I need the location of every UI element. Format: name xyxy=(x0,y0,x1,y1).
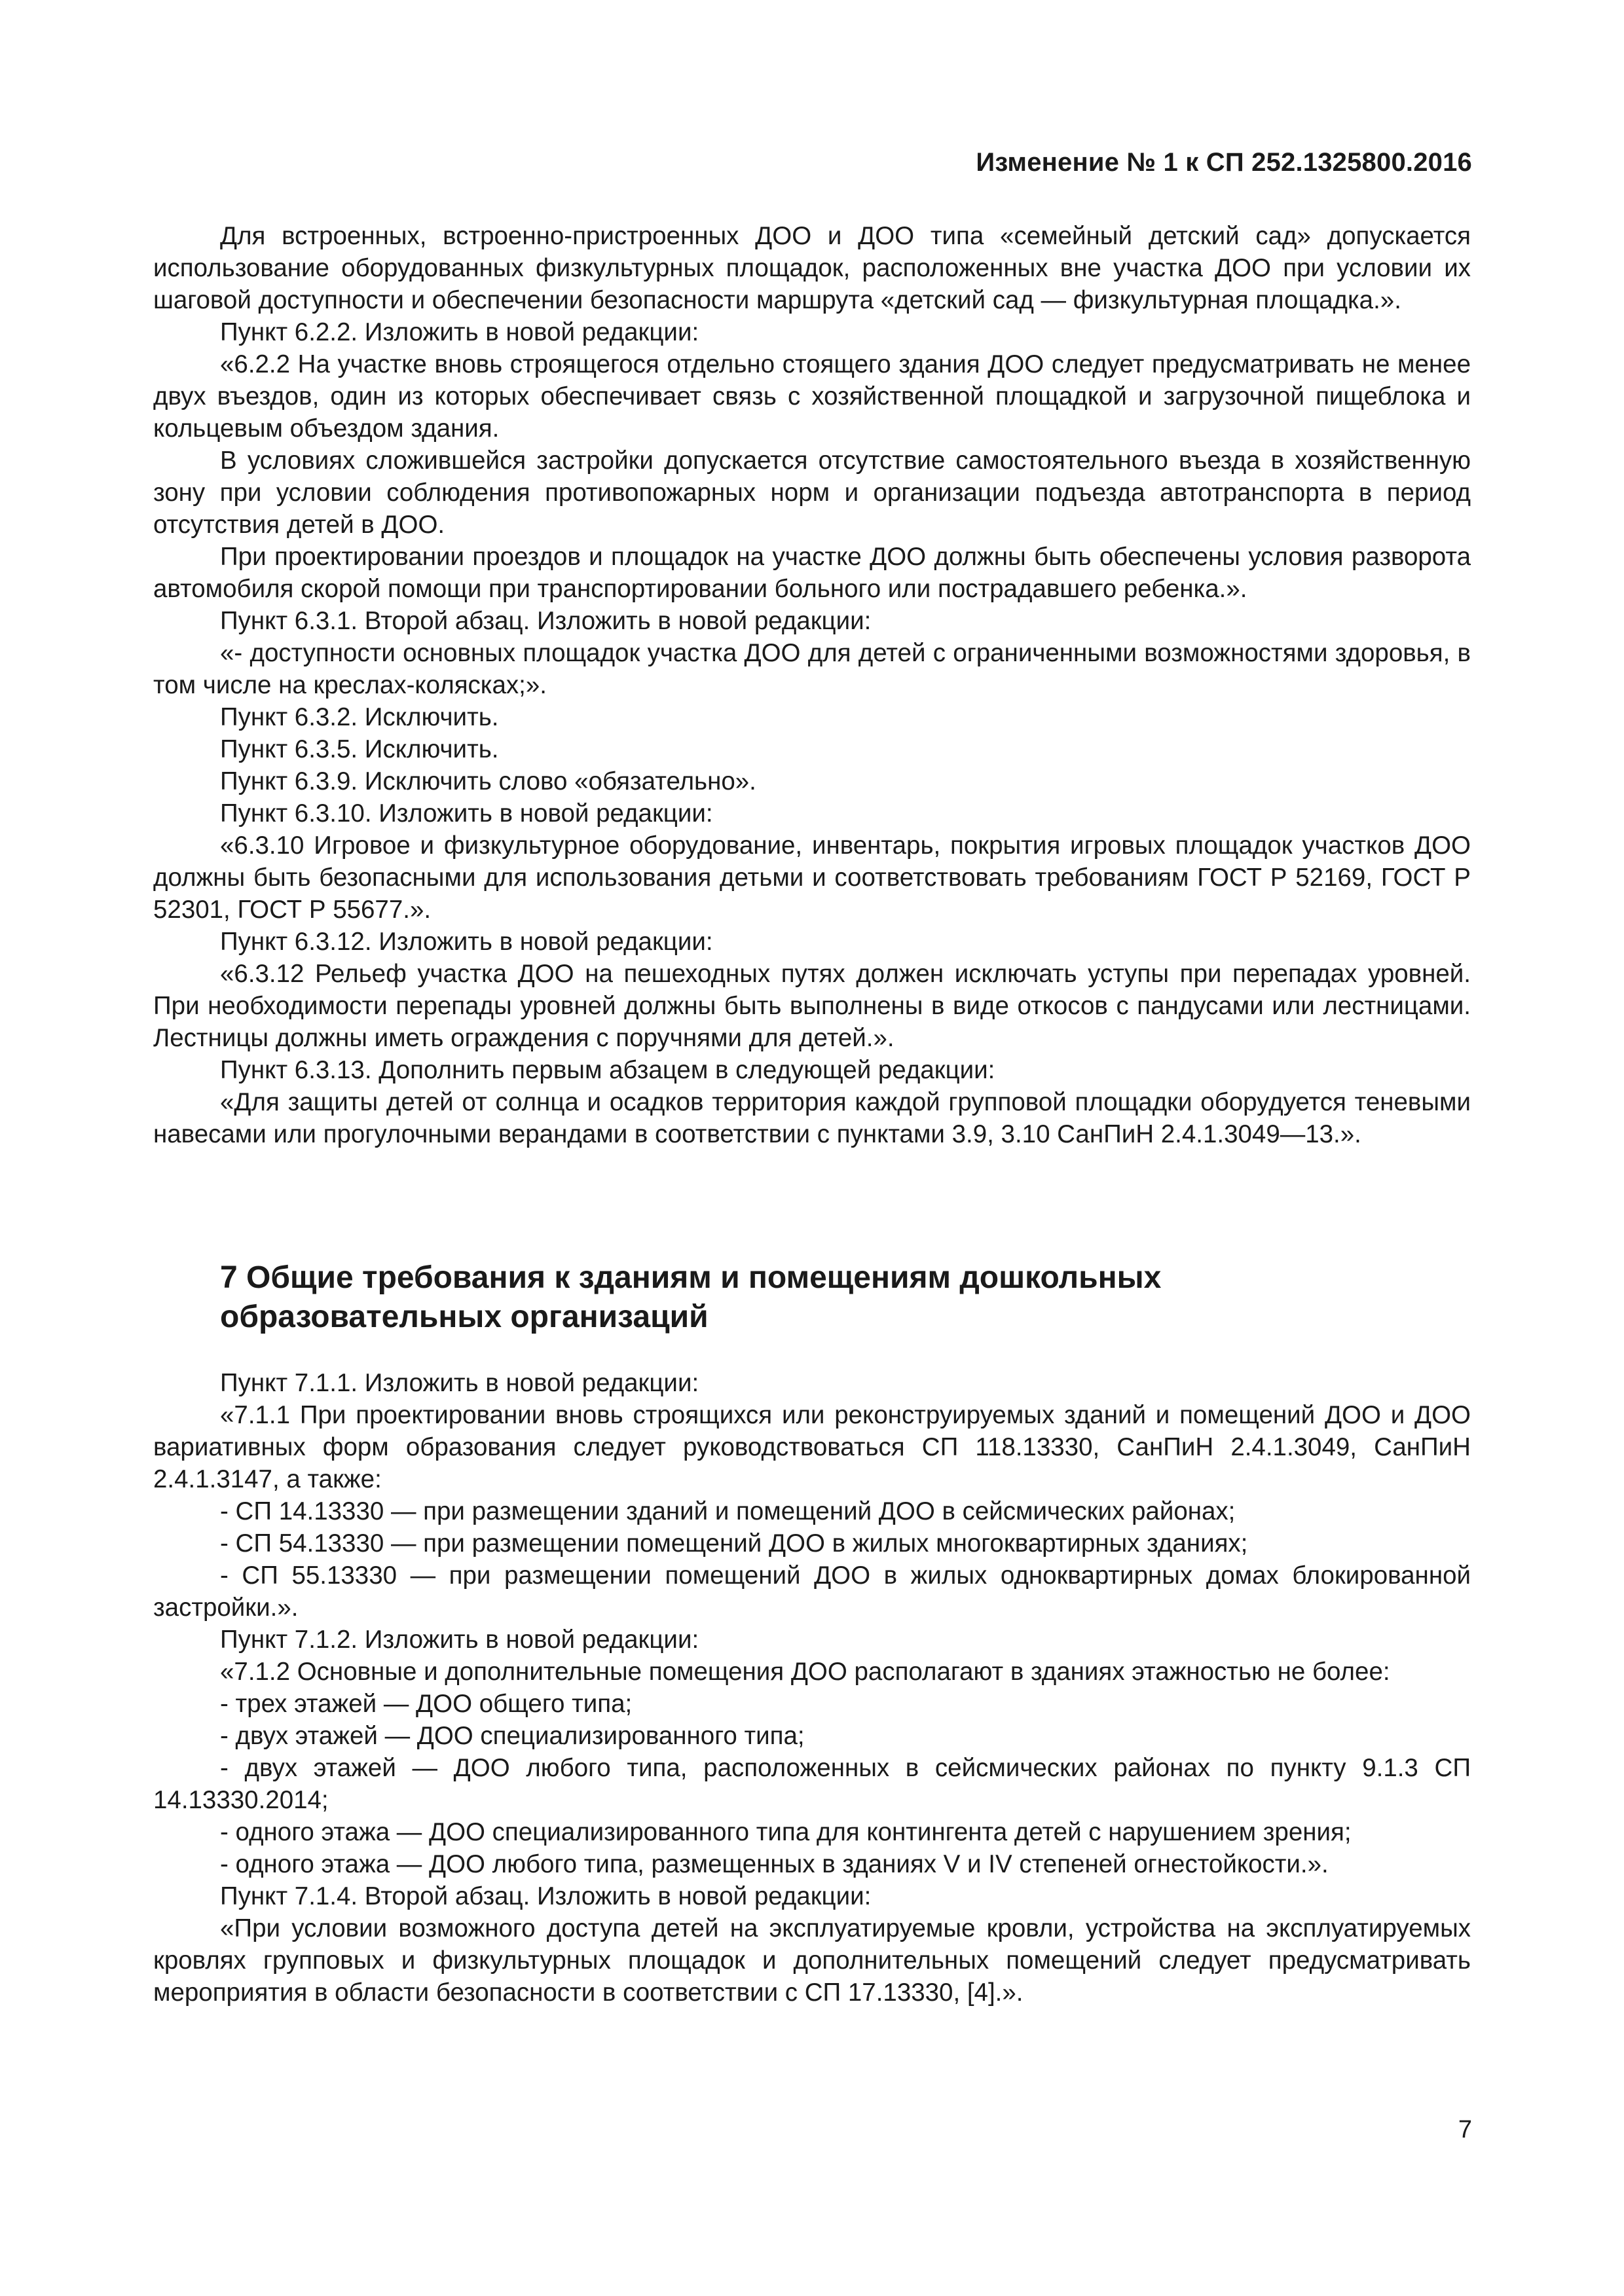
paragraph: Пункт 7.1.4. Второй абзац. Изложить в новой редакции: xyxy=(220,1882,872,1910)
paragraph: «6.3.12 Рельеф участка ДОО на пешеходных путях должен исключать уступы при перепадах уровней. При необходимости перепады уровней должны быть выполнены в виде откосов с пандусами или лестницами. Лестницы должны иметь ограждения с поручнями для детей.». xyxy=(153,960,1471,1052)
paragraph: «6.2.2 На участке вновь строящегося отдельно стоящего здания ДОО следует предусматривать не менее двух въездов, один из которых обеспечивает связь с хозяйственной площадкой и загрузочной пищеблока и кольцевым объездом здания. xyxy=(153,350,1471,443)
paragraph: Пункт 6.3.13. Дополнить первым абзацем в следующей редакции: xyxy=(220,1056,995,1084)
list-item: - СП 55.13330 — при размещении помещений ДОО в жилых одноквартирных домах блокированной застройки.». xyxy=(153,1561,1471,1622)
list-item: - трех этажей — ДОО общего типа; xyxy=(220,1690,633,1718)
list-item: - двух этажей — ДОО любого типа, расположенных в сейсмических районах по пункту 9.1.3 СП 14.13330.2014; xyxy=(153,1754,1471,1814)
paragraph: Пункт 6.3.2. Исключить. xyxy=(220,703,499,731)
paragraph: Пункт 7.1.2. Изложить в новой редакции: xyxy=(220,1626,699,1654)
paragraph: Пункт 6.2.2. Изложить в новой редакции: xyxy=(220,318,699,346)
list-item: - СП 14.13330 — при размещении зданий и помещений ДОО в сейсмических районах; xyxy=(220,1497,1236,1525)
list-item: - одного этажа — ДОО специализированного типа для контингента детей с нарушением зрения; xyxy=(220,1818,1352,1846)
paragraph: «7.1.1 При проектировании вновь строящихся или реконструируемых зданий и помещений ДОО и ДОО вариативных форм образования следует руководствоваться СП 118.13330, СанПиН 2.4.1.3049, СанПиН 2.4.1.3147, а также: xyxy=(153,1401,1471,1493)
page-number: 7 xyxy=(1458,2116,1472,2143)
paragraph: При проектировании проездов и площадок на участке ДОО должны быть обеспечены условия разворота автомобиля скорой помощи при транспортировании больного или пострадавшего ребенка.». xyxy=(153,543,1471,603)
paragraph: Пункт 6.3.12. Изложить в новой редакции: xyxy=(220,928,713,956)
paragraph: В условиях сложившейся застройки допускается отсутствие самостоятельного въезда в хозяйственную зону при условии соблюдения противопожарных норм и организации подъезда автотранспорта в период отсутствия детей в ДОО. xyxy=(153,446,1471,539)
list-item: - СП 54.13330 — при размещении помещений ДОО в жилых многоквартирных зданиях; xyxy=(220,1529,1248,1558)
paragraph: «Для защиты детей от солнца и осадков территория каждой групповой площадки оборудуется теневыми навесами или прогулочными верандами в соответствии с пунктами 3.9, 3.10 СанПиН 2.4.1.3049—13.». xyxy=(153,1088,1471,1148)
paragraph: «7.1.2 Основные и дополнительные помещения ДОО располагают в зданиях этажностью не более: xyxy=(220,1658,1390,1686)
paragraph: «- доступности основных площадок участка ДОО для детей с ограниченными возможностями здоровья, в том числе на креслах-колясках;». xyxy=(153,639,1471,699)
section-7-text xyxy=(153,1367,1471,2009)
section-heading-line: 7 Общие требования к зданиям и помещениям дошкольных xyxy=(220,1260,1162,1295)
paragraph: Пункт 6.3.10. Изложить в новой редакции: xyxy=(220,799,713,828)
paragraph: Пункт 7.1.1. Изложить в новой редакции: xyxy=(220,1369,699,1397)
section-6-text xyxy=(153,220,1471,1150)
page-header-title: Изменение № 1 к СП 252.1325800.2016 xyxy=(976,148,1472,177)
paragraph: Пункт 6.3.5. Исключить. xyxy=(220,735,499,763)
paragraph: «При условии возможного доступа детей на эксплуатируемые кровли, устройства на эксплуатируемых кровлях групповых и физкультурных площадок и дополнительных помещений следует предусматривать мероприятия в области безопасности в соответствии с СП 17.13330, [4].». xyxy=(153,1914,1471,2007)
list-item: - одного этажа — ДОО любого типа, размещенных в зданиях V и IV степеней огнестойкости.». xyxy=(220,1850,1329,1878)
paragraph: Для встроенных, встроенно-пристроенных ДОО и ДОО типа «семейный детский сад» допускается использование оборудованных физкультурных площадок, расположенных вне участка ДОО при условии их шаговой доступности и обеспечении безопасности маршрута «детский сад — физкультурная площадка.». xyxy=(153,222,1471,314)
list-item: - двух этажей — ДОО специализированного типа; xyxy=(220,1722,805,1750)
section-7-heading xyxy=(153,1258,1471,1337)
section-heading-line: образовательных организаций xyxy=(220,1300,709,1334)
paragraph: Пункт 6.3.9. Исключить слово «обязательно». xyxy=(220,767,756,795)
paragraph: Пункт 6.3.1. Второй абзац. Изложить в новой редакции: xyxy=(220,607,872,635)
paragraph: «6.3.10 Игровое и физкультурное оборудование, инвентарь, покрытия игровых площадок участков ДОО должны быть безопасными для использования детьми и соответствовать требованиям ГОСТ Р 52169, ГОСТ Р 52301, ГОСТ Р 55677.». xyxy=(153,831,1471,924)
